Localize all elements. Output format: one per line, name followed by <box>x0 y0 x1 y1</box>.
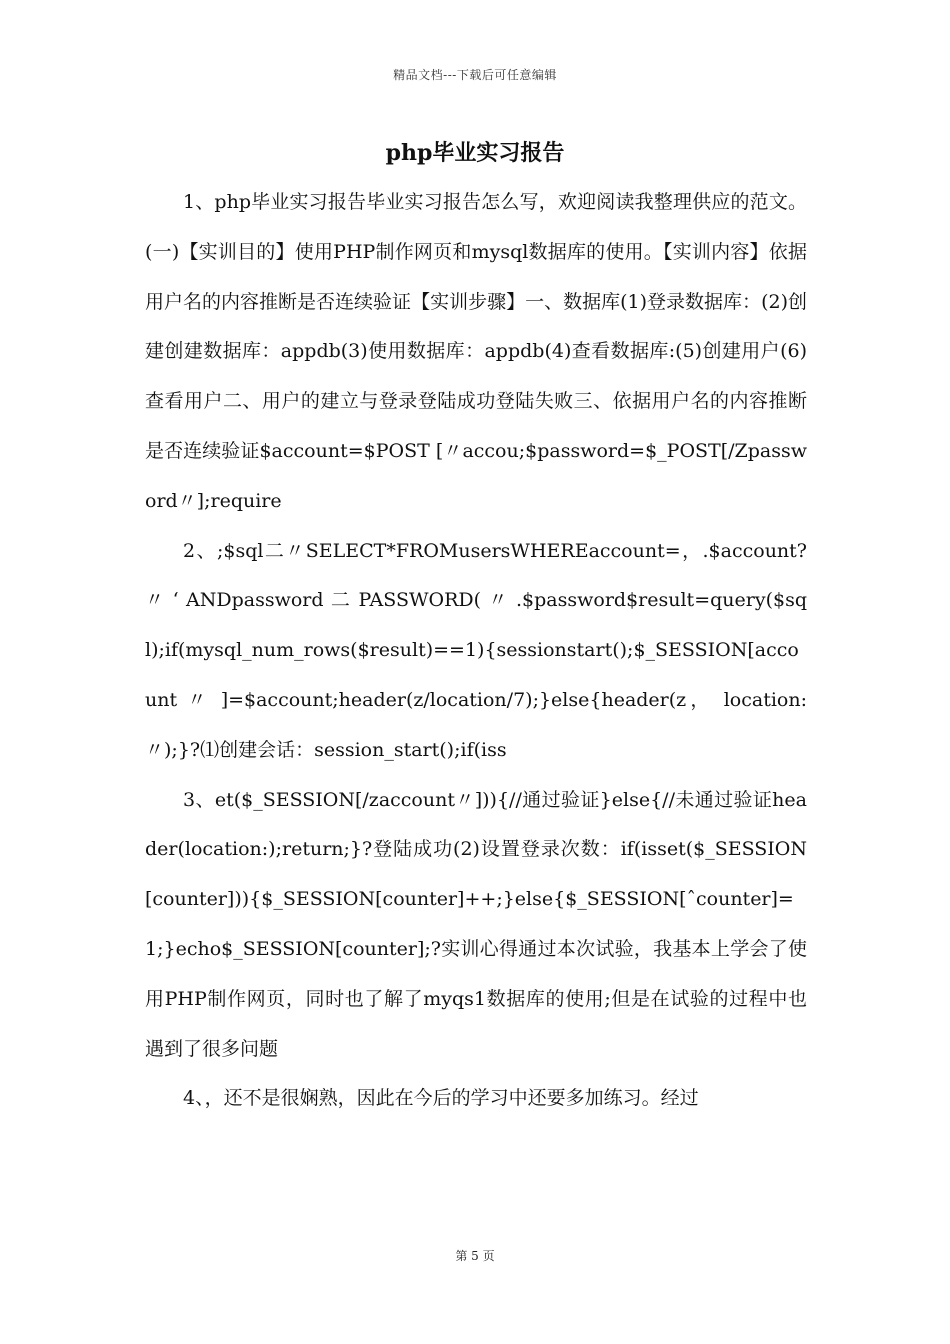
paragraph-3: 3、et($_SESSION[/zaccount〃])){//通过验证}else{//未通过验证header(location:);return;}?登陆成功(2)设置登录次数：if(isset($_SESSION[counter])){$_SESSION[counter]++;}else{$_SESSION[ˆcounter]=1;}echo$_SESSION[counter];?实训心得通过本次试验，我基本上学会了使用PHP制作网页，同时也了解了myqs1数据库的使用;但是在试验的过程中也遇到了很多问题 <box>145 788 807 1060</box>
page-header: 精品文档---下载后可任意编辑 <box>393 68 557 82</box>
page-number: 第 5 页 <box>455 1249 495 1263</box>
document-body <box>145 178 807 1124</box>
paragraph-1: 1、php毕业实习报告毕业实习报告怎么写，欢迎阅读我整理供应的范文。(一)【实训目的】使用PHP制作网页和mysql数据库的使用。【实训内容】依据用户名的内容推断是否连续验证【实训步骤】一、数据库(1)登录数据库：(2)创建创建数据库：appdb(3)使用数据库：appdb(4)查看数据库:(5)创建用户(6)查看用户二、用户的建立与登录登陆成功登陆失败三、依据用户名的内容推断是否连续验证$account=$POST [〃accou;$password=$_POST[/Zpassword〃];require <box>145 191 807 512</box>
document-title: php毕业实习报告 <box>385 140 565 166</box>
paragraph-2: 2、;$sql二〃SELECT*FROMusersWHEREaccount=，.$account?〃 ‘ ANDpassword 二 PASSWORD( 〃 .$password$result=query($sql);if(mysql_num_rows($result)==1){sessionstart();$_SESSION[account 〃 ]=$account;header(z/location/7);}else{header(z， location:〃);}?⑴创建会话：session_start();if(iss <box>145 539 807 761</box>
paragraph-4: 4、，还不是很娴熟，因此在今后的学习中还要多加练习。经过 <box>183 1087 699 1110</box>
